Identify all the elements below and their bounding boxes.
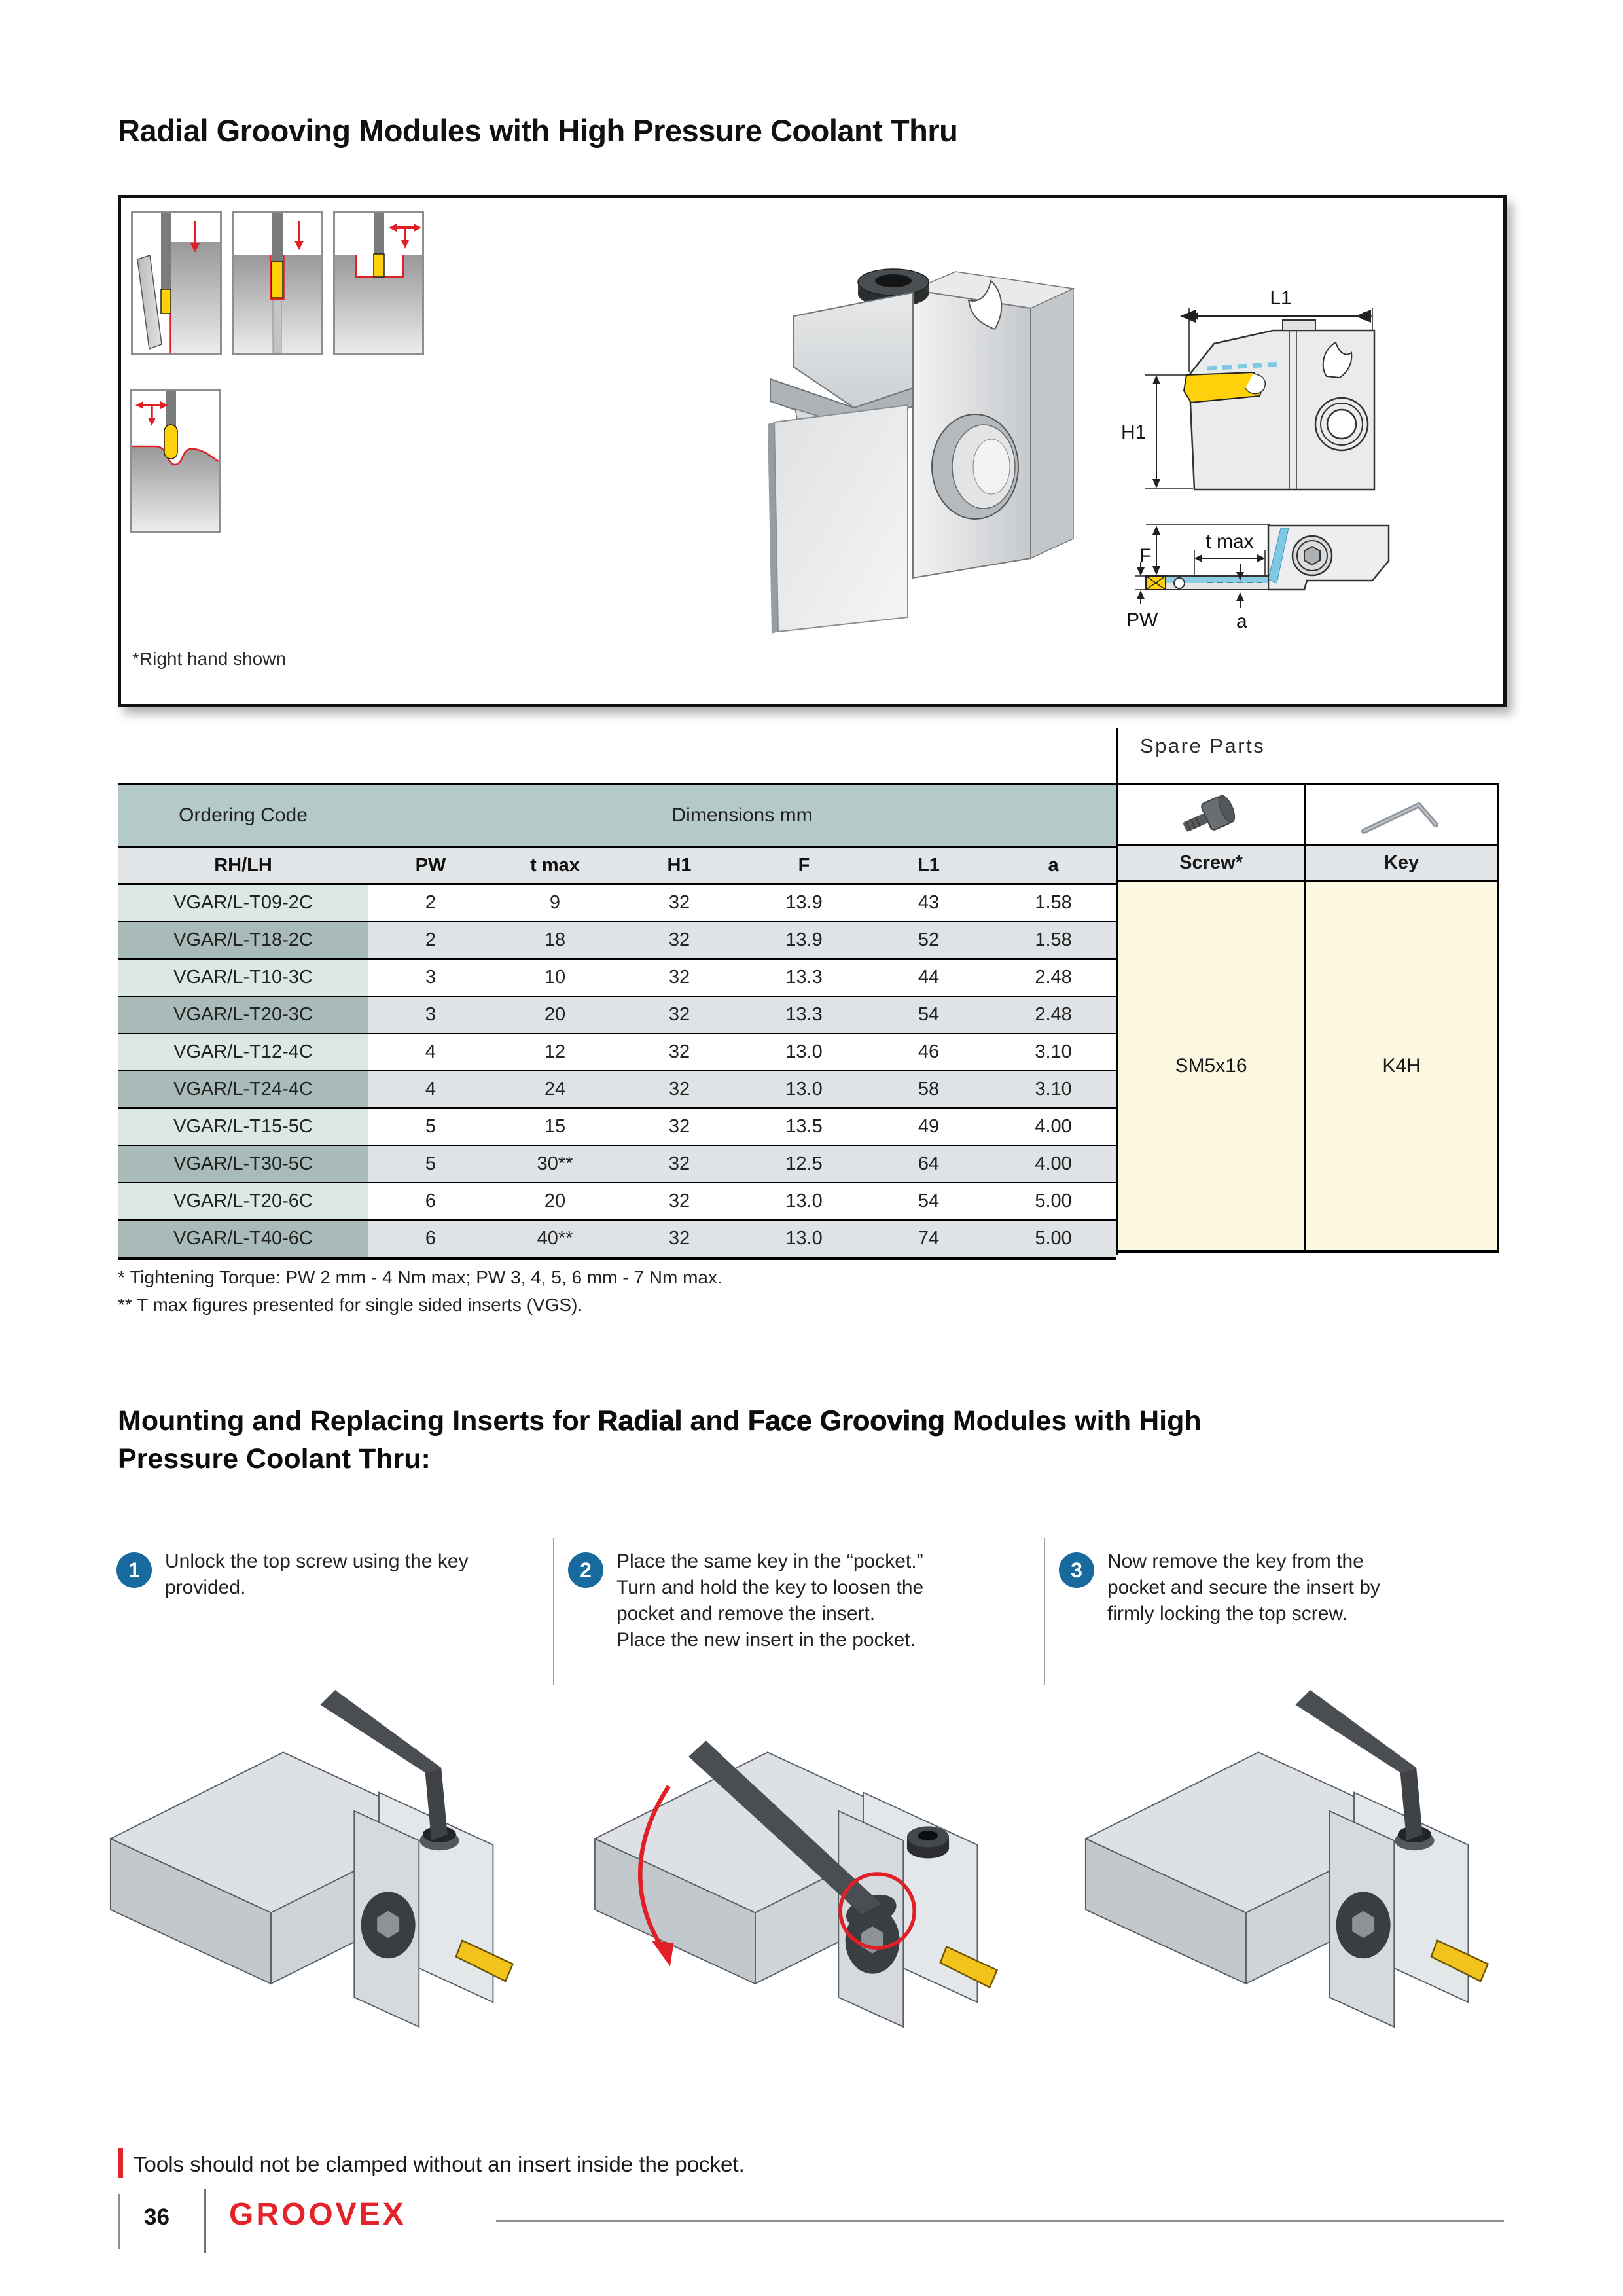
dim-cell: 32 <box>617 1071 741 1108</box>
key-value: K4H <box>1304 882 1499 1253</box>
mounting-heading-pre: Mounting and Replacing Inserts for <box>118 1405 598 1437</box>
warning-accent-bar <box>118 2148 123 2178</box>
overview-panel <box>118 195 1507 707</box>
dim-cell: 40** <box>493 1220 617 1259</box>
wide-grooving-icon <box>335 213 422 353</box>
dim-cell: 13.5 <box>741 1108 866 1145</box>
step-1-text <box>165 1549 531 1601</box>
dim-cell: 13.3 <box>741 996 866 1033</box>
parting-off-icon <box>133 213 220 353</box>
step-2-illustration <box>582 1676 1014 2094</box>
dim-cell: 74 <box>866 1220 991 1259</box>
table-body <box>118 884 1116 1259</box>
dim-cell: 3.10 <box>991 1033 1116 1071</box>
mounting-heading-face: Face Grooving <box>747 1405 945 1437</box>
dim-label-h1: H1 <box>1121 422 1147 443</box>
dim-cell: 3 <box>368 996 493 1033</box>
key-header: Key <box>1304 846 1499 882</box>
dim-cell: 13.9 <box>741 884 866 922</box>
dim-cell: 32 <box>617 1145 741 1183</box>
mounting-heading-line2: Pressure Coolant Thru: <box>118 1443 431 1475</box>
dim-cell: 3 <box>368 959 493 996</box>
dim-cell: 3.10 <box>991 1071 1116 1108</box>
dim-cell: 10 <box>493 959 617 996</box>
dim-cell: 12.5 <box>741 1145 866 1183</box>
ordering-code-cell: VGAR/L-T30-5C <box>118 1145 368 1183</box>
profiling-icon <box>132 391 219 531</box>
dim-cell: 2.48 <box>991 996 1116 1033</box>
dim-cell: 2.48 <box>991 959 1116 996</box>
dim-cell: 52 <box>866 922 991 959</box>
table-row <box>118 959 1116 996</box>
dim-cell: 58 <box>866 1071 991 1108</box>
dim-cell: 5 <box>368 1108 493 1145</box>
step-2-line: Place the new insert in the pocket. <box>616 1629 916 1651</box>
pictogram-wide-grooving <box>333 211 424 355</box>
hex-key-icon <box>1356 792 1448 838</box>
dim-cell: 13.0 <box>741 1220 866 1259</box>
col-f: F <box>741 847 866 884</box>
modules-table <box>118 783 1116 1260</box>
spare-parts-section <box>1118 783 1499 1253</box>
col-a: a <box>991 847 1116 884</box>
step-1-line: Unlock the top screw using the key <box>165 1551 469 1572</box>
table-row <box>118 1183 1116 1220</box>
dim-cell: 4.00 <box>991 1145 1116 1183</box>
step-3-line: pocket and secure the insert by <box>1107 1577 1380 1598</box>
dim-cell: 32 <box>617 996 741 1033</box>
dim-cell: 44 <box>866 959 991 996</box>
step-3-line: Now remove the key from the <box>1107 1551 1364 1572</box>
key-image-cell <box>1304 785 1499 846</box>
ordering-code-cell: VGAR/L-T12-4C <box>118 1033 368 1071</box>
screw-header: Screw* <box>1118 846 1304 882</box>
footer-rule-horizontal <box>496 2220 1504 2222</box>
dim-cell: 4.00 <box>991 1108 1116 1145</box>
ordering-code-cell: VGAR/L-T40-6C <box>118 1220 368 1259</box>
mounting-heading-radial: Radial <box>597 1405 683 1437</box>
dim-cell: 32 <box>617 1220 741 1259</box>
step-2-text <box>616 1549 1022 1653</box>
dim-cell: 9 <box>493 884 617 922</box>
dim-cell: 6 <box>368 1183 493 1220</box>
dim-cell: 5.00 <box>991 1220 1116 1259</box>
table-row <box>118 884 1116 922</box>
table-row <box>118 1071 1116 1108</box>
ordering-code-cell: VGAR/L-T15-5C <box>118 1108 368 1145</box>
ordering-code-cell: VGAR/L-T24-4C <box>118 1071 368 1108</box>
dim-cell: 46 <box>866 1033 991 1071</box>
dim-cell: 4 <box>368 1071 493 1108</box>
mounting-heading-post: Modules with High <box>944 1405 1202 1437</box>
dim-label-l1: L1 <box>1270 287 1292 309</box>
col-h1: H1 <box>617 847 741 884</box>
dim-cell: 1.58 <box>991 884 1116 922</box>
step-3-illustration <box>1073 1676 1505 2094</box>
dim-cell: 49 <box>866 1108 991 1145</box>
dim-label-tmax: t max <box>1205 531 1254 552</box>
step-2-line: pocket and remove the insert. <box>616 1603 876 1624</box>
step-3-badge: 3 <box>1059 1552 1094 1588</box>
dim-cell: 20 <box>493 996 617 1033</box>
dim-cell: 20 <box>493 1183 617 1220</box>
right-hand-note: *Right hand shown <box>132 649 287 669</box>
step-divider-2 <box>1044 1538 1045 1685</box>
pictogram-grooving <box>232 211 323 355</box>
dim-cell: 5 <box>368 1145 493 1183</box>
dim-cell: 32 <box>617 1183 741 1220</box>
dim-cell: 1.58 <box>991 922 1116 959</box>
col-l1: L1 <box>866 847 991 884</box>
warning-note: Tools should not be clamped without an insert inside the pocket. <box>134 2152 745 2176</box>
dim-cell: 54 <box>866 996 991 1033</box>
ordering-code-cell: VGAR/L-T09-2C <box>118 884 368 922</box>
table-row <box>118 922 1116 959</box>
step-2-badge: 2 <box>568 1552 603 1588</box>
step-1-illustration <box>98 1676 530 2094</box>
step-3-text <box>1107 1549 1474 1627</box>
table-row <box>118 996 1116 1033</box>
dim-cell: 32 <box>617 1108 741 1145</box>
dim-cell: 6 <box>368 1220 493 1259</box>
dim-cell: 30** <box>493 1145 617 1183</box>
ordering-code-cell: VGAR/L-T18-2C <box>118 922 368 959</box>
pictogram-parting-off <box>131 211 222 355</box>
dim-label-f: F <box>1139 545 1152 567</box>
table-row <box>118 1220 1116 1259</box>
footer-rule-left <box>118 2194 120 2249</box>
col-rhlh: RH/LH <box>118 847 368 884</box>
dim-label-a: a <box>1236 611 1247 632</box>
top-view-diagram <box>1116 498 1508 662</box>
step-3-line: firmly locking the top screw. <box>1107 1603 1347 1624</box>
ordering-code-cell: VGAR/L-T20-6C <box>118 1183 368 1220</box>
mounting-heading-mid: and <box>682 1405 748 1437</box>
dim-cell: 24 <box>493 1071 617 1108</box>
dim-cell: 13.0 <box>741 1033 866 1071</box>
ordering-code-cell: VGAR/L-T10-3C <box>118 959 368 996</box>
dimensions-header: Dimensions mm <box>368 784 1116 847</box>
step-1-badge: 1 <box>116 1552 152 1588</box>
step-1-line: provided. <box>165 1577 246 1598</box>
spare-parts-label: Spare Parts <box>1140 734 1266 757</box>
table-row <box>118 1108 1116 1145</box>
step-2-line: Turn and hold the key to loosen the <box>616 1577 924 1598</box>
ordering-code-cell: VGAR/L-T20-3C <box>118 996 368 1033</box>
col-tmax: t max <box>493 847 617 884</box>
module-3d-render <box>697 251 1103 637</box>
pictogram-profiling <box>130 389 221 533</box>
footer-rule-mid <box>204 2189 206 2253</box>
table-group-header <box>118 784 1116 847</box>
dim-cell: 15 <box>493 1108 617 1145</box>
dim-cell: 64 <box>866 1145 991 1183</box>
step-2-line: Place the same key in the “pocket.” <box>616 1551 923 1572</box>
dim-cell: 54 <box>866 1183 991 1220</box>
dim-cell: 12 <box>493 1033 617 1071</box>
step-divider-1 <box>553 1538 554 1685</box>
dim-cell: 43 <box>866 884 991 922</box>
dim-cell: 5.00 <box>991 1183 1116 1220</box>
dim-cell: 13.3 <box>741 959 866 996</box>
ordering-code-header: Ordering Code <box>118 784 368 847</box>
screw-image-cell <box>1118 785 1304 846</box>
side-view-diagram <box>1116 257 1508 519</box>
footnote-torque: * Tightening Torque: PW 2 mm - 4 Nm max; PW 3, 4, 5, 6 mm - 7 Nm max. <box>118 1267 722 1287</box>
brand-logo: GROOVEX <box>229 2197 406 2232</box>
table-row <box>118 1145 1116 1183</box>
dim-cell: 13.9 <box>741 922 866 959</box>
dim-cell: 13.0 <box>741 1183 866 1220</box>
dim-cell: 4 <box>368 1033 493 1071</box>
grooving-icon <box>234 213 321 353</box>
dim-cell: 32 <box>617 922 741 959</box>
table-column-header <box>118 847 1116 884</box>
dim-label-pw: PW <box>1126 609 1158 631</box>
footnote-tmax: ** T max figures presented for single sided inserts (VGS). <box>118 1295 583 1315</box>
dim-cell: 2 <box>368 922 493 959</box>
dim-cell: 2 <box>368 884 493 922</box>
dim-cell: 13.0 <box>741 1071 866 1108</box>
mounting-heading <box>118 1402 1512 1478</box>
page-number: 36 <box>144 2204 169 2230</box>
screw-value: SM5x16 <box>1118 882 1304 1253</box>
dim-cell: 32 <box>617 884 741 922</box>
table-row <box>118 1033 1116 1071</box>
dim-cell: 18 <box>493 922 617 959</box>
col-pw: PW <box>368 847 493 884</box>
screw-icon <box>1175 791 1247 839</box>
page-title: Radial Grooving Modules with High Pressure Coolant Thru <box>118 113 958 148</box>
dim-cell: 32 <box>617 959 741 996</box>
dim-cell: 32 <box>617 1033 741 1071</box>
